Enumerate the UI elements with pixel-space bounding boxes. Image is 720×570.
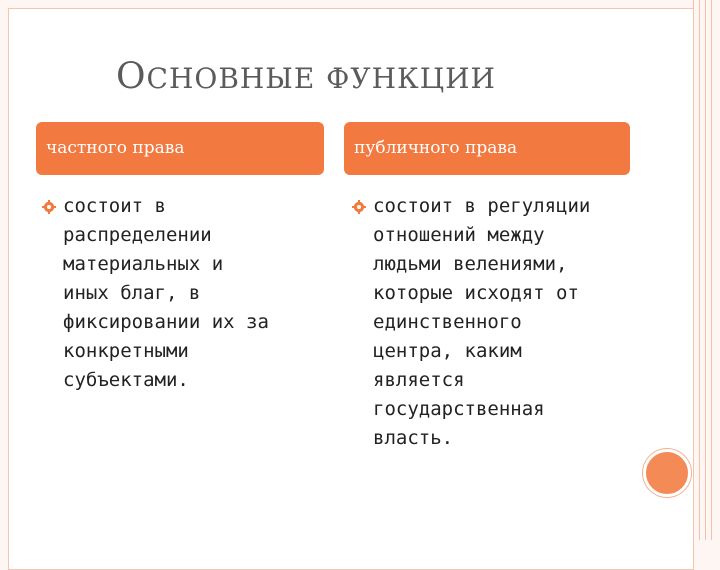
bullet-line: которые исходят от — [373, 282, 579, 304]
title-first-word-rest: СНОВНЫЕ — [146, 62, 316, 95]
bullet-text-public — [373, 192, 653, 453]
header-public-law: публичного права — [344, 122, 630, 175]
bullet-line: субъектами. — [63, 369, 189, 391]
decorative-circle — [643, 449, 691, 497]
bullet-line: единственного — [373, 311, 522, 333]
bullet-line: отношений между — [373, 224, 545, 246]
bullet-line: распределении — [63, 224, 212, 246]
bullet-line: иных благ, в — [63, 282, 201, 304]
bullet-line: материальных и — [63, 253, 224, 275]
bullet-line: состоит в регуляции — [373, 195, 591, 217]
bullet-line: является — [373, 369, 465, 391]
bullet-text-private — [63, 192, 343, 395]
frame-line — [711, 0, 712, 540]
bullet-line: государственная — [373, 398, 545, 420]
title-first-letter: О — [116, 56, 147, 97]
bullet-line: власть. — [373, 427, 454, 449]
slide-title — [116, 56, 496, 97]
bullet-line: людьми велениями, — [373, 253, 568, 275]
bullet-line: конкретными — [63, 340, 189, 362]
bullet-line: центра, каким — [373, 340, 522, 362]
gear-bullet-icon — [42, 200, 56, 214]
frame-line — [705, 0, 706, 540]
bullet-line: состоит в — [63, 195, 166, 217]
frame-line — [699, 0, 700, 540]
header-private-law: частного права — [36, 122, 324, 175]
bullet-line: фиксировании их за — [63, 311, 269, 333]
title-second-word: ФУНКЦИИ — [326, 62, 496, 95]
gear-bullet-icon — [352, 200, 366, 214]
